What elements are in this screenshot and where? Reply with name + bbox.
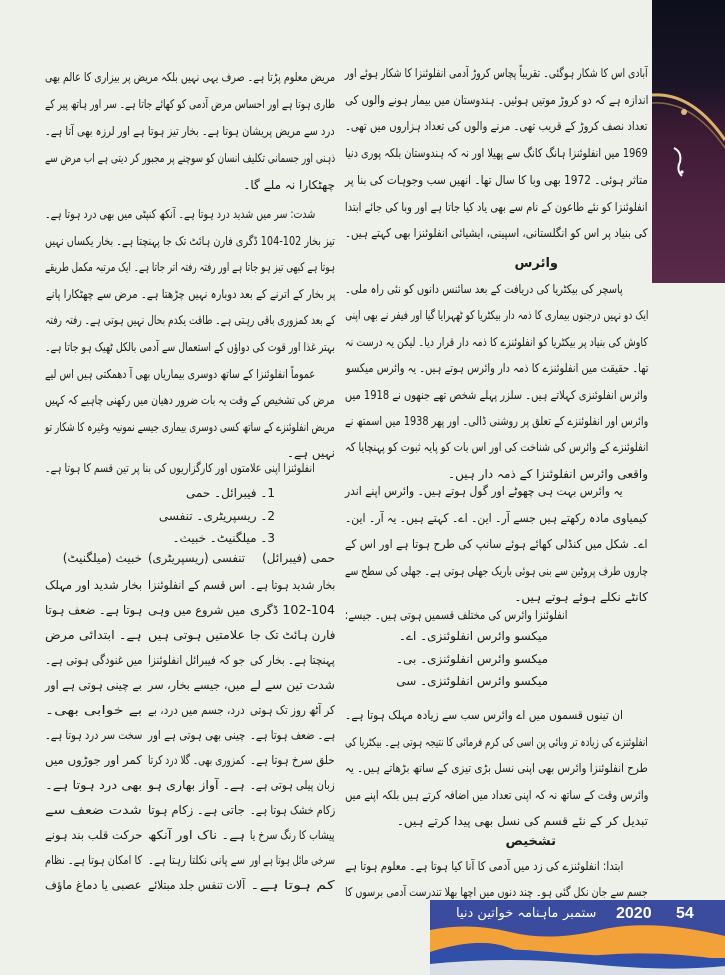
line-text: حرکت قلب بند ہونے (44, 828, 142, 842)
line-text: کانٹے نکلے ہوئے ہوتے ہیں۔ (514, 590, 648, 604)
table-cell-line (250, 771, 335, 797)
line-text: میں، جیسے بخار، سر (147, 678, 245, 692)
line-text: سرخی مائل ہوتا ہے اور (249, 853, 335, 867)
line-text: حمی (فیبرائل) (262, 551, 335, 565)
line-text: وائرس (514, 256, 558, 271)
table-column-header (45, 544, 142, 570)
text-line (45, 360, 315, 386)
line-text: اے۔ شکل میں کنڈلی کھائے ہوئے سانپ کی طرح ہوتا ہے اور اس کے (345, 537, 648, 551)
line-text: میکسو وائرس انفلوئنزی۔ سی (396, 674, 548, 688)
line-text: تشخیص (505, 834, 556, 849)
magazine-name: ماہنامہ خواتین دنیا (456, 906, 559, 921)
line-text: شدت تین سے لے (250, 678, 335, 692)
table-cell-line (45, 696, 142, 722)
line-text: تنفسی (ریسپریٹری) (148, 551, 245, 565)
table-column-header (148, 544, 245, 570)
line-text: چھٹکارا نہ ملے گا۔ (243, 178, 335, 192)
text-line (345, 166, 648, 192)
line-text: عموماً انفلوئنزا کے ساتھ دوسری بیماریاں بھی آ دھمکتی ہیں اس لیے (44, 367, 315, 381)
text-line (345, 852, 623, 878)
table-cell-line (250, 846, 335, 872)
line-text: انفلوئنزا وائرس کی مختلف قسمیں ہوتی ہیں۔ جیسے: (345, 608, 568, 622)
table-cell-line (250, 746, 335, 772)
line-text: کاوش کی بنیاد پر بیکٹریا کو انفلوئنزے کا ذمہ دار قرار دیا۔ لیکن یہ درست نہ (345, 334, 648, 349)
line-text: پر بخار کے اترنے کے بعد دوبارہ نہیں چڑھتا ہے۔ مرض سے چھٹکارا پانے (45, 286, 335, 301)
text-line (345, 530, 648, 556)
table-cell-line (250, 596, 335, 622)
text-line (45, 306, 335, 332)
line-text: درد، جسم میں درد، بے (148, 703, 245, 717)
table-cell-line (148, 596, 245, 622)
line-text: انفلوئنزے کے وائرس کی شناخت کی اور اس بات کو پایہ ثبوت کو پہنچایا کہ (344, 440, 648, 455)
text-line (45, 454, 315, 480)
table-cell-line (45, 646, 142, 672)
line-text: انفلوئنزا اپنی علامتوں اور کارگزاریوں کی بنا پر تین قسم کا ہوتا ہے۔ (45, 461, 315, 475)
line-text: پیشاب کا رنگ سرخ یا (250, 828, 335, 842)
line-text: مرض کی تشخیص کے وقت یہ بات ضرور دھیان میں رکھنی چاہیے کہ کہیں (45, 393, 335, 408)
text-line (45, 413, 335, 439)
line-text: طاری ہوتا ہے اور احساس مرض آدمی کو کھائے جاتا ہے۔ سر اور ہاتھ پیر کے (44, 97, 335, 111)
issue-year: 2020 (616, 905, 652, 922)
table-cell-line (250, 621, 335, 647)
line-text: چینی بھی ہوتی ہے اور (147, 728, 245, 742)
text-line (345, 754, 648, 780)
text-line (45, 144, 335, 170)
line-text: خبیث (میلگنیٹ) (62, 551, 142, 565)
text-line (345, 701, 623, 727)
line-text: زکام خشک ہوتا ہے۔ (249, 803, 335, 817)
line-text: ابتدا: انفلوئنزے کی زد میں آدمی کا آنا کیا ہوتا ہے۔ معلوم ہوتا ہے (344, 859, 623, 873)
text-line (345, 59, 648, 85)
line-text: بے خوابی بھی۔ (44, 703, 142, 717)
text-line (345, 433, 648, 459)
table-cell-line (148, 621, 245, 647)
section-heading (345, 827, 556, 853)
list-item (345, 667, 548, 693)
line-text: بخار شدید اور مہلک (44, 578, 142, 592)
text-line (345, 381, 648, 407)
line-text: 2۔ ریسپریٹری۔ تنفسی (158, 508, 275, 523)
text-line (45, 253, 335, 279)
line-text: جسم سے جان نکل گئی ہو۔ چند دنوں میں اچھا بھلا تندرست آدمی برسوں کا (345, 885, 648, 899)
line-text: زبان پیلی ہوتی ہے۔ (250, 778, 335, 792)
table-cell-line (250, 796, 335, 822)
text-line (45, 63, 335, 89)
line-text: مریض معلوم پڑتا ہے۔ صرف یہی نہیں بلکہ مریض پر بیزاری کا عالم بھی (44, 70, 335, 84)
line-text: جو کہ فیبرائل انفلوئنزا (148, 653, 245, 667)
line-text: تعداد نصف کروڑ کے قریب تھی۔ مرنے والوں کی تعداد ہزاروں میں تھی۔ (345, 119, 648, 134)
line-text: مریض انفلوئنزے کے ساتھ کسی دوسری بیماری جیسے نمونیہ وغیرہ کا شکار تو (45, 419, 335, 434)
line-text: واقعی وائرس انفلوئنزا کے ذمہ دار ہیں۔ (448, 466, 648, 481)
line-text: میکسو وائرس انفلوئنزی۔ بی۔ (395, 651, 548, 666)
table-cell-line (250, 871, 335, 897)
line-text: کی بنیاد پر اس کو انگلستانی، اسپینی، ایشیائی انفلوئنزا بھی کہتے ہیں۔ (345, 226, 648, 241)
line-text: متاثر ہوئی۔ 1972 بھی وبا کا سال تھا۔ انھیں سب وجوہات کی بنا پر (345, 172, 648, 187)
text-line (345, 86, 648, 112)
line-text: بھی درد ہوتا ہے۔ (44, 778, 142, 792)
table-cell-line (148, 696, 245, 722)
line-text: ہے۔ ناک اور آنکھ (147, 828, 245, 842)
line-text: عصبی یا دماغ ماؤف (45, 878, 142, 892)
table-cell-line (250, 671, 335, 697)
table-cell-line (148, 771, 245, 797)
line-text: تیز بخار 102-104 ڈگری فارن ہائٹ تک جا پہنچتا ہے۔ بخار یکساں نہیں (45, 233, 335, 248)
text-line (345, 728, 648, 754)
line-text: اندازہ ہے کہ دو کروڑ موتیں ہوئیں۔ ہندوستان میں بیمار ہونے والوں کی (344, 92, 648, 107)
line-text: ہے۔ آواز بھاری ہو (148, 778, 245, 792)
line-text: کیمیاوی مادہ رکھتے ہیں جسے آر۔ این۔ اے۔ کہتے ہیں۔ یہ آر۔ این۔ (345, 510, 648, 525)
text-line (45, 280, 335, 306)
table-cell-line (148, 721, 245, 747)
issue-month: ستمبر (563, 906, 597, 921)
line-text: نہیں ہے۔ (286, 445, 335, 460)
table-cell-line (250, 821, 335, 847)
line-text: سے پانی نکلتا رہتا ہے۔ (147, 853, 245, 867)
text-line (345, 407, 648, 433)
line-text: وائرس وقت کے ساتھ نہ کہ اپنی تعداد میں اضافہ کرتے ہیں بلکہ اپنے میں (344, 787, 648, 802)
line-text: 1969 میں انفلوئنزا ہانگ کانگ سے پھیلا اور نہ کہ ہندوستان بلکہ پوری دنیا (345, 146, 648, 161)
line-text: کا امکان ہوتا ہے۔ نظام (44, 853, 142, 867)
table-cell-line (250, 571, 335, 597)
line-text: آلات تنفس جلد مبتلائے (147, 878, 245, 892)
text-line (345, 275, 623, 301)
line-text: میکسو وائرس انفلوئنزی۔ اے۔ (398, 629, 548, 643)
line-text: ہے۔ ابتدائی مرض (45, 628, 142, 642)
line-text: ان تینوں قسموں میں اے وائرس سب سے زیادہ مہلک ہوتا ہے۔ (345, 708, 623, 722)
table-cell-line (250, 696, 335, 722)
line-text: کمزوری بھی۔ گلا درد کرتا (147, 753, 245, 767)
table-cell-line (45, 796, 142, 822)
line-text: وائرس انفلوئنزی کہلاتے ہیں۔ سلزر پہلے شخص تھے جنھوں نے 1918 میں (345, 387, 648, 402)
line-text: یہ وائرس بہت ہی چھوٹے اور گول ہوتے ہیں۔ وائرس اپنے اندر (345, 484, 623, 498)
text-line (45, 171, 335, 197)
text-line (45, 386, 335, 412)
line-text: ہوتا ہے۔ ضعف ہوتا (44, 603, 142, 617)
line-text: درد سے مریض پریشان ہوتا ہے۔ بخار تیز ہوتا ہے اور لرزہ بھی آتا ہے۔ (45, 124, 335, 138)
line-text: انفلوئنزے کی زیادہ تر وبائی پن اسی کی کرم فرمائی کا نتیجہ ہوتی ہے۔ بیکٹریا کی (345, 734, 648, 749)
line-text: تھا۔ حقیقت میں انفلوئنزے کا ذمہ دار وائرس ہوتے ہیں۔ یہ وائرس میکسو (345, 361, 648, 376)
line-text: شدت ضعف سے (45, 803, 142, 817)
line-text: بخار شدید ہوتا ہے۔ (249, 578, 335, 592)
section-heading (345, 249, 558, 275)
gold-curve-ornament (652, 0, 725, 283)
line-text: پاسچر کی بیکٹریا کی دریافت کے بعد سائنس دانوں کو نئی راہ ملی۔ (345, 282, 623, 296)
line-text: بے چینی ہوتی ہے اور (45, 678, 142, 692)
line-text: ایک دو نہیں درجنوں بیماری کا ذمہ دار بیکٹریا کو ٹھہرایا گیا اور فیفر نے بھی اپنی (344, 308, 648, 323)
line-text: جاتی ہے۔ زکام ہوتا (148, 803, 245, 817)
line-text: 102-104 ڈگری (249, 603, 335, 617)
page-number: 54 (676, 905, 694, 922)
line-text: پہنچتا ہے۔ بخار کی (250, 653, 335, 667)
line-text: ذہنی اور جسمانی تکلیف انسان کو سوچنے پر مجبور کر دیتی ہے اب مرض سے (44, 151, 335, 165)
line-text: اس قسم کے انفلوئنزا (147, 578, 245, 592)
table-cell-line (45, 871, 142, 897)
line-text: ہے۔ ضعف ہوتا ہے۔ (249, 728, 335, 742)
table-cell-line (45, 746, 142, 772)
line-text: 3۔ میلگنیٹ۔ خبیث۔ (172, 531, 275, 545)
line-text: حلق سرخ ہوتا ہے۔ (250, 753, 335, 767)
table-cell-line (45, 771, 142, 797)
page-footer-banner (430, 900, 725, 975)
line-text: چاروں طرف پروٹین سے بنی ہوئی باریک جھلی ہوتی ہے۔ جھلی کی سطح سے (345, 563, 648, 578)
text-line (45, 227, 335, 253)
line-text: علامتیں ہوتی ہیں (147, 628, 245, 642)
text-line (45, 117, 335, 143)
line-text: طرح انفلوئنزا وائرس بھی اپنی نسل بڑی تیزی کے ساتھ بڑھاتے ہیں۔ یہ (345, 761, 648, 775)
line-text: سخت سر درد ہوتا ہے۔ (44, 728, 142, 742)
table-column-header (250, 544, 335, 570)
text-line (345, 193, 648, 219)
table-cell-line (45, 721, 142, 747)
table-cell-line (45, 671, 142, 697)
table-cell-line (250, 721, 335, 747)
line-text: شدت: سر میں شدید درد ہوتا ہے۔ آنکھ کنپٹی میں بھی درد ہوتا ہے۔ (44, 207, 315, 221)
line-text: وائرس اور انفلوئنزے کے تعلق پر روشنی ڈالی۔ اور پھر 1938 میں اسمتھ نے (344, 414, 648, 428)
line-text: 1۔ فیبرائل۔ حمی (185, 486, 275, 500)
line-text: آبادی اس کا شکار ہوگئی۔ تقریباً پچاس کروڑ آدمی انفلوئنزا کا شکار ہوئے اور (345, 66, 648, 80)
table-cell-line (148, 671, 245, 697)
text-line (345, 219, 648, 245)
line-text: فارن ہائٹ تک جا (249, 628, 335, 642)
line-text: ہوتا ہے کبھی تیز ہو جاتا ہے اور رفتہ رفتہ اتر جاتا ہے۔ ایک مرتبہ مکمل طریقے (44, 260, 335, 275)
line-text: کر آٹھ روز تک ہوتی (250, 703, 335, 717)
table-cell-line (148, 746, 245, 772)
text-line (345, 557, 648, 583)
line-text: میں غنودگی ہوتی ہے۔ (44, 653, 142, 667)
line-text: کے بعد کمزوری باقی رہتی ہے۔ طاقت یکدم بحال نہیں ہوتی ہے۔ رفتہ رفتہ (44, 313, 335, 328)
table-cell-line (148, 821, 245, 847)
table-cell-line (45, 596, 142, 622)
text-line (345, 781, 648, 807)
table-cell-line (250, 646, 335, 672)
line-text: کمر اور جوڑوں میں (45, 753, 142, 767)
text-line (345, 504, 648, 530)
text-line (345, 328, 648, 354)
line-text: میں شروع میں وہی (147, 603, 245, 617)
table-cell-line (148, 846, 245, 872)
table-cell-line (148, 571, 245, 597)
text-line (345, 354, 648, 380)
line-text: کم ہوتا ہے۔ (250, 878, 335, 892)
table-cell-line (148, 796, 245, 822)
text-line (345, 477, 623, 503)
table-cell-line (45, 571, 142, 597)
decorative-corner-panel (652, 0, 725, 283)
text-line (345, 301, 648, 327)
table-cell-line (45, 621, 142, 647)
table-cell-line (148, 871, 245, 897)
line-text: تبدیل کر کے نئے قسم کی نسل بھی پیدا کرتے ہیں۔ (396, 814, 648, 828)
text-line (45, 200, 315, 226)
line-text: بہتر غذا اور قوت کی دواؤں کے استعمال سے آدمی بالکل ٹھیک ہو جاتا ہے۔ (45, 340, 335, 354)
table-cell-line (45, 821, 142, 847)
line-text: انفلوئنزا کو نئے طاعون کے نام سے بھی یاد کیا جاتا ہے اور وبا کی جائے ابتدا (345, 199, 648, 214)
text-line (45, 333, 335, 359)
table-cell-line (45, 846, 142, 872)
text-line (345, 139, 648, 165)
table-cell-line (148, 646, 245, 672)
text-line (45, 90, 335, 116)
text-line (345, 112, 648, 138)
